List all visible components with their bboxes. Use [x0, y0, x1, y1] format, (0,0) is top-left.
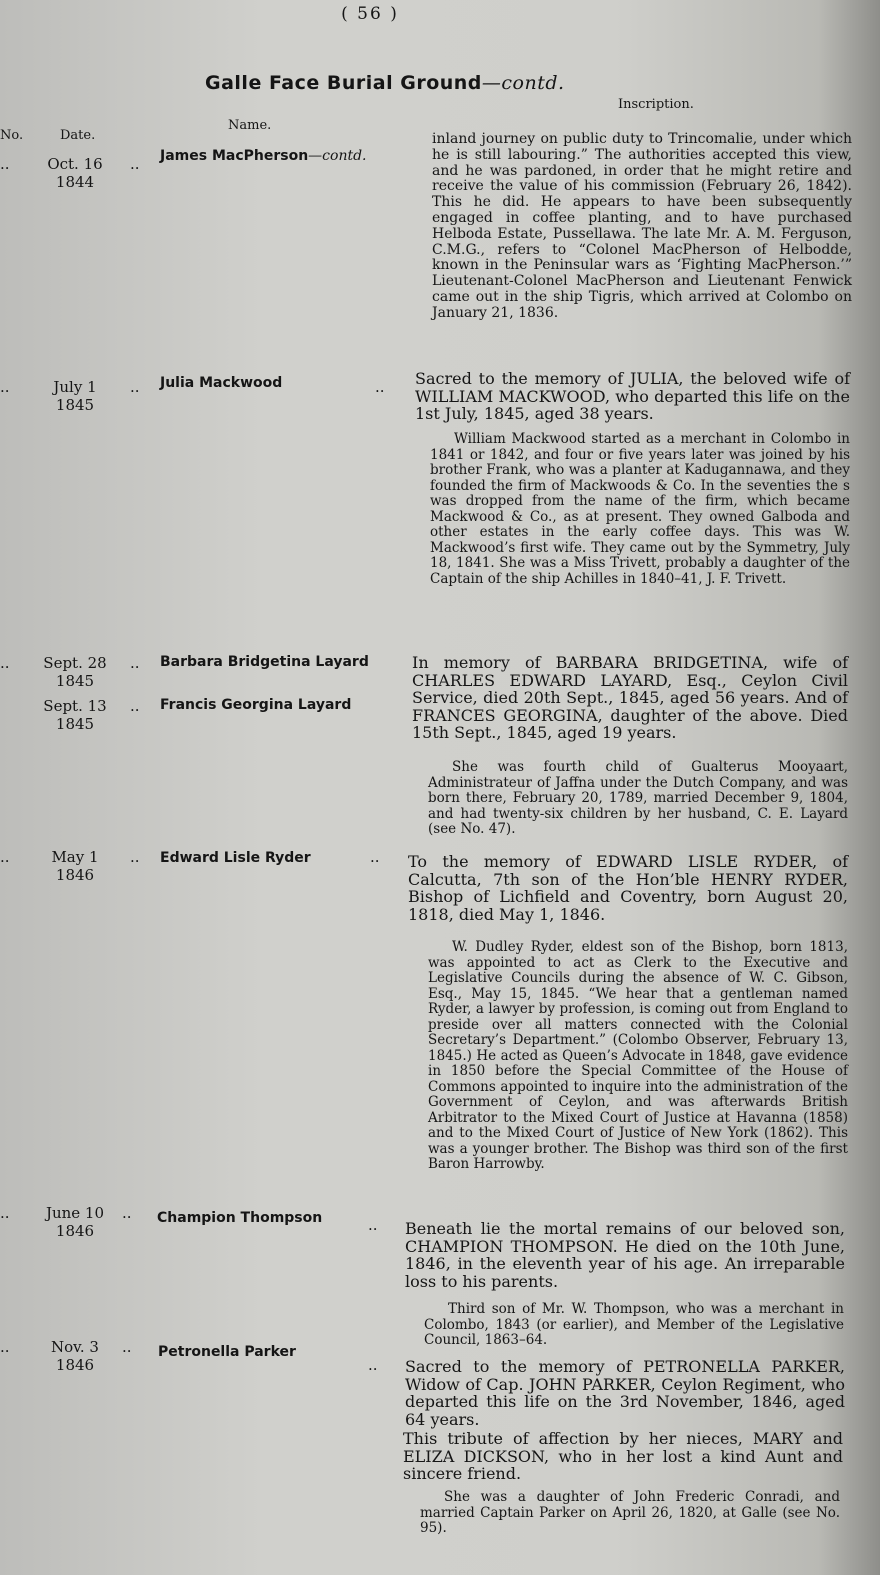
row-leader: .. — [130, 155, 140, 173]
column-header-no: No. — [0, 128, 24, 143]
entry-name: Edward Lisle Ryder — [160, 850, 311, 866]
entry-date — [30, 697, 120, 733]
entry-date-day: Oct. 16 — [47, 155, 103, 173]
row-leader: .. — [0, 654, 10, 672]
row-leader: .. — [375, 378, 385, 396]
row-leader: .. — [130, 697, 140, 715]
inscription-dedication: This tribute of affection by her nieces, MARY and ELIZA DICKSON, who in her lost a kind Aunt and sincere friend. — [403, 1429, 843, 1483]
inscription-text: Sacred to the memory of PETRONELLA PARKER, Widow of Cap. JOHN PARKER, Ceylon Regiment, who departed this life on the 3rd November, 1846, aged 64 years. — [405, 1357, 845, 1429]
row-leader: .. — [0, 1204, 10, 1222]
column-header-date: Date. — [60, 128, 96, 143]
row-leader: .. — [370, 848, 380, 866]
entry-date-year: 1846 — [55, 1356, 95, 1374]
row-leader: .. — [122, 1338, 132, 1356]
row-leader: .. — [368, 1216, 378, 1234]
biographical-note: Third son of Mr. W. Thompson, who was a merchant in Colombo, 1843 (or earlier), and Member of the Legislative Council, 1863–64. — [424, 1301, 844, 1348]
entry-name: Champion Thompson — [157, 1210, 323, 1226]
row-leader: .. — [122, 1204, 132, 1222]
row-leader: .. — [0, 155, 10, 173]
title-text: Galle Face Burial Ground — [205, 72, 482, 94]
row-leader: .. — [0, 378, 10, 396]
column-header-name: Name. — [228, 118, 272, 133]
entry-date-year: 1845 — [55, 672, 95, 690]
entry-date — [30, 654, 120, 690]
inscription-text: To the memory of EDWARD LISLE RYDER, of Calcutta, 7th son of the Hon’ble HENRY RYDER, Bishop of Lichfield and Coventry, born August 20, 1818, died May 1, 1846. — [408, 852, 848, 924]
entry-date-year: 1844 — [55, 173, 95, 191]
inscription-text: Sacred to the memory of JULIA, the beloved wife of WILLIAM MACKWOOD, who departed this life on the 1st July, 1845, aged 38 years. — [415, 369, 850, 423]
entry-date-day: Sept. 13 — [43, 697, 107, 715]
inscription-text: In memory of BARBARA BRIDGETINA, wife of CHARLES EDWARD LAYARD, Esq., Ceylon Civil Service, died 20th Sept., 1845, aged 56 years. And of FRANCES GEORGINA, daughter of the above. Died 15th Sept., 1845, aged 19 years. — [412, 653, 848, 742]
row-leader: .. — [0, 848, 10, 866]
entry-date-year: 1846 — [55, 866, 95, 884]
row-leader: .. — [368, 1356, 378, 1374]
row-leader: .. — [130, 654, 140, 672]
inscription-text: inland journey on public duty to Trincomalie, under which he is still labouring.” The authorities accepted this view, and he was pardoned, in order that he might retire and receive the value of his commission (February 26, 1842). This he did. He appears to have been subsequently engaged in coffee planting, and to have purchased Helboda Estate, Pussellawa. The late Mr. A. M. Ferguson, C.M.G., refers to “Colonel MacPherson of Helbodde, known in the Peninsular wars as ‘Fighting MacPherson.’” Lieutenant-Colonel MacPherson and Lieutenant Fenwick came out in the ship Tigris, which arrived at Colombo on January 21, 1836. — [432, 131, 852, 321]
entry-date — [30, 848, 120, 884]
entry-name — [160, 148, 367, 164]
page-number: ( 56 ) — [341, 4, 399, 24]
title-suffix: —contd. — [481, 72, 565, 94]
biographical-note: She was a daughter of John Frederic Conradi, and married Captain Parker on April 26, 1820, at Galle (see No. 95). — [420, 1489, 840, 1536]
entry-date-day: Nov. 3 — [51, 1338, 99, 1356]
entry-date — [30, 155, 120, 191]
entry-date — [30, 1338, 120, 1374]
entry-date-year: 1846 — [55, 1222, 95, 1240]
entry-date-day: Sept. 28 — [43, 654, 107, 672]
entry-date-year: 1845 — [55, 396, 95, 414]
entry-date-year: 1845 — [55, 715, 95, 733]
row-leader: .. — [0, 1338, 10, 1356]
entry-name-suffix: —contd. — [308, 148, 367, 164]
entry-name: Petronella Parker — [158, 1344, 296, 1360]
column-header-inscription: Inscription. — [618, 97, 694, 112]
biographical-note: William Mackwood started as a merchant in Colombo in 1841 or 1842, and four or five years later was joined by his brother Frank, who was a planter at Kadugannawa, and they founded the firm of Mackwoods & Co. In the seventies the s was dropped from the name of the firm, which became Mackwood & Co., as at present. They owned Galboda and other estates in the early coffee days. This was W. Mackwood’s first wife. They came out by the Symmetry, July 18, 1841. She was a Miss Trivett, probably a daughter of the Captain of the ship Achilles in 1840–41, J. F. Trivett. — [430, 431, 850, 587]
row-leader: .. — [130, 848, 140, 866]
inscription-text: Beneath lie the mortal remains of our beloved son, CHAMPION THOMPSON. He died on the 10th June, 1846, in the eleventh year of his age. An irreparable loss to his parents. — [405, 1219, 845, 1291]
row-leader: .. — [130, 378, 140, 396]
biographical-note: She was fourth child of Gualterus Mooyaart, Administrateur of Jaffna under the Dutch Company, and was born there, February 20, 1789, married December 9, 1804, and had twenty-six children by her husband, C. E. Layard (see No. 47). — [428, 759, 848, 837]
entry-name: Barbara Bridgetina Layard — [160, 654, 369, 670]
entry-date-day: May 1 — [51, 848, 99, 866]
entry-date-day: June 10 — [45, 1204, 105, 1222]
entry-name: Francis Georgina Layard — [160, 697, 352, 713]
page-title — [205, 72, 565, 94]
entry-date — [30, 378, 120, 414]
entry-name-text: James MacPherson — [160, 148, 309, 164]
entry-name: Julia Mackwood — [160, 375, 283, 391]
entry-date — [30, 1204, 120, 1240]
entry-date-day: July 1 — [53, 378, 97, 396]
biographical-note: W. Dudley Ryder, eldest son of the Bishop, born 1813, was appointed to act as Clerk to the Executive and Legislative Councils during the absence of W. C. Gibson, Esq., May 15, 1845. “We hear that a gentleman named Ryder, a lawyer by profession, is coming out from England to preside over all matters connected with the Colonial Secretary’s Department.” (Colombo Observer, February 13, 1845.) He acted as Queen’s Advocate in 1848, gave evidence in 1850 before the Special Committee of the House of Commons appointed to inquire into the administration of the Government of Ceylon, and was afterwards British Arbitrator to the Mixed Court of Justice at Havanna (1858) and to the Mixed Court of Justice of New York (1862). This was a younger brother. The Bishop was third son of the first Baron Harrowby. — [428, 939, 848, 1172]
